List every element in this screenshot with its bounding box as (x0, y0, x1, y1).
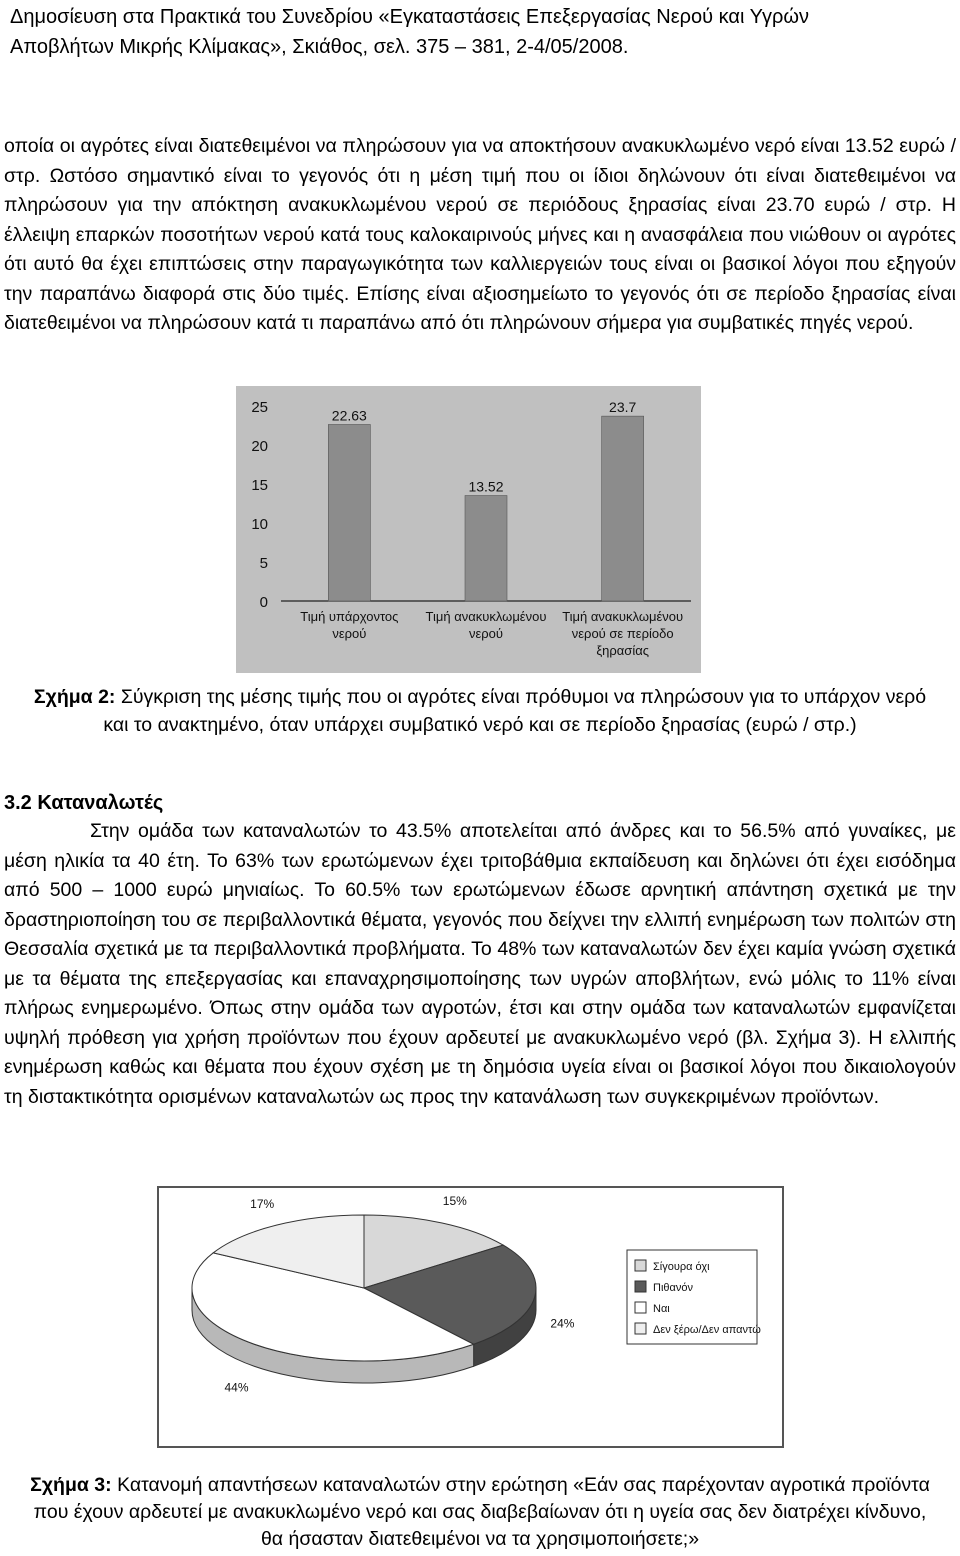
legend-swatch-0 (635, 1260, 646, 1271)
legend-label-3: Δεν ξέρω/Δεν απαντώ (653, 1324, 761, 1336)
category-label-2-0: Τιμή ανακυκλωμένου (562, 609, 684, 624)
category-label-2-1: νερού σε περίοδο (571, 626, 674, 641)
publication-header (10, 2, 950, 62)
y-tick-label-2: 10 (251, 516, 268, 533)
pie-chart-consumers (157, 1186, 784, 1448)
section-title: 3.2 Καταναλωτές (4, 792, 164, 814)
bar-value-label-2: 23.7 (609, 399, 637, 416)
category-label-1-1: νερού (468, 626, 504, 641)
pie-label-1: 24% (550, 1316, 575, 1331)
bar-0 (328, 424, 370, 601)
bar-chart-svg (236, 386, 701, 673)
pie-label-0: 15% (442, 1193, 467, 1208)
figure-3-label: Σχήμα 3: (30, 1474, 112, 1496)
pie-chart-svg (159, 1188, 782, 1446)
category-label-2-2: ξηρασίας (596, 643, 649, 658)
figure-3-text: Κατανομή απαντήσεων καταναλωτών στην ερώτηση «Εάν σας παρέχονταν αγροτικά προϊόντα που έχουν αρδευτεί με ανακυκλωμένο νερό και σας διαβεβαίωναν ότι η υγεία σας δεν διατρέχει κίνδυνο, θα ήσασταν διατεθειμένοι να τα χρησιμοποιήσετε;» (33, 1474, 930, 1550)
header-line-1: Δημοσίευση στα Πρακτικά του Συνεδρίου «Εγκαταστάσεις Επεξεργασίας Νερού και Υγρών (10, 6, 809, 28)
y-tick-label-0: 0 (259, 594, 268, 611)
legend-swatch-3 (635, 1323, 646, 1334)
pie-label-2: 44% (224, 1380, 249, 1395)
bar-chart-prices (236, 386, 701, 673)
figure-3-caption (20, 1472, 940, 1553)
y-tick-label-1: 5 (259, 555, 268, 572)
y-tick-label-3: 15 (251, 477, 268, 494)
legend-swatch-1 (635, 1281, 646, 1292)
legend-swatch-2 (635, 1302, 646, 1313)
figure-2-caption (20, 683, 940, 739)
category-label-0-0: Τιμή υπάρχοντος (300, 609, 399, 624)
y-tick-label-5: 25 (251, 399, 268, 416)
category-label-1-0: Τιμή ανακυκλωμένου (425, 609, 547, 624)
legend-label-2: Ναι (653, 1303, 670, 1315)
legend-label-1: Πιθανόν (653, 1282, 693, 1294)
paragraph-farmers-prices: οποία οι αγρότες είναι διατεθειμένοι να πληρώσουν για να αποκτήσουν ανακυκλωμένο νερό είναι 13.52 ευρώ / στρ. Ωστόσο σημαντικό είναι το γεγονός ότι η μέση τιμή που οι ίδιοι δηλώνουν ότι είναι διατεθειμένοι να πληρώσουν για την απόκτηση ανακυκλωμένου νερού σε περιόδους ξηρασίας είναι 23.70 ευρώ / στρ. Η έλλειψη επαρκών ποσοτήτων νερού κατά τους καλοκαιρινούς μήνες και η ανασφάλεια που νιώθουν οι αγρότες ότι αυτό θα έχει επιπτώσεις στην παραγωγικότητα των καλλιεργειών τους είναι οι βασικοί λόγοι που εξηγούν την παραπάνω διαφορά στις δύο τιμές. Επίσης είναι αξιοσημείωτο το γεγονός ότι σε περίοδο ξηρασίας είναι διατεθειμένοι να πληρώσουν κατά τι παραπάνω από ότι πληρώνουν σήμερα για συμβατικές πηγές νερού. (4, 135, 956, 334)
header-line-2: Αποβλήτων Μικρής Κλίμακας», Σκιάθος, σελ. 375 – 381, 2-4/05/2008. (10, 36, 629, 58)
bar-2 (602, 416, 644, 601)
paragraph-consumers (4, 817, 956, 1112)
category-label-0-1: νερού (332, 626, 367, 641)
pie-label-3: 17% (250, 1196, 275, 1211)
y-tick-label-4: 20 (251, 438, 268, 455)
bar-value-label-0: 22.63 (331, 407, 367, 424)
bar-value-label-1: 13.52 (468, 478, 504, 495)
figure-2-label: Σχήμα 2: (33, 686, 116, 708)
paragraph-consumers-text: Στην ομάδα των καταναλωτών το 43.5% αποτελείται από άνδρες και το 56.5% από γυναίκες, με μέση ηλικία τα 40 έτη. Το 63% των ερωτώμενων έχει τριτοβάθμια εκπαίδευση και δηλώνει ότι έχει εισόδημα από 500 – 1000 ευρώ μηνιαίως. Το 60.5% των ερωτώμενων έδωσε αρνητική απάντηση σχετικά με την δραστηριοποίηση του σε περιβαλλοντικά θέματα, γεγονός που δείχνει την ελλιπή ενημέρωση των πολιτών στη Θεσσαλία σχετικά με τα περιβαλλοντικά προβλήματα. Το 48% των καταναλωτών δεν έχει καμία γνώση σχετικά με τα θέματα της επεξεργασίας και επαναχρησιμοποίησης των υγρών αποβλήτων, ενώ μόλις το 11% είναι πλήρως ενημερωμένο. Όπως στην ομάδα των αγροτών, έτσι και στην ομάδα των καταναλωτών εμφανίζεται υψηλή πρόθεση για χρήση προϊόντων που έχουν αρδευτεί με ανακυκλωμένο νερό (βλ. Σχήμα 3). Η ελλιπής ενημέρωση καθώς και θέματα που έχουν σχέση με τη δημόσια υγεία είναι οι βασικοί λόγοι που δικαιολογούν τη διστακτικότητα ορισμένων καταναλωτών ως προς την κατανάλωση των συγκεκριμένων προϊόντων. (4, 820, 956, 1108)
figure-2-text: Σύγκριση της μέσης τιμής που οι αγρότες είναι πρόθυμοι να πληρώσουν για το υπάρχον νερό και το ανακτημένο, όταν υπάρχει συμβατικό νερό και σε περίοδο ξηρασίας (ευρώ / στρ.) (103, 686, 927, 736)
bar-1 (465, 496, 507, 601)
legend-label-0: Σίγουρα όχι (653, 1261, 710, 1273)
